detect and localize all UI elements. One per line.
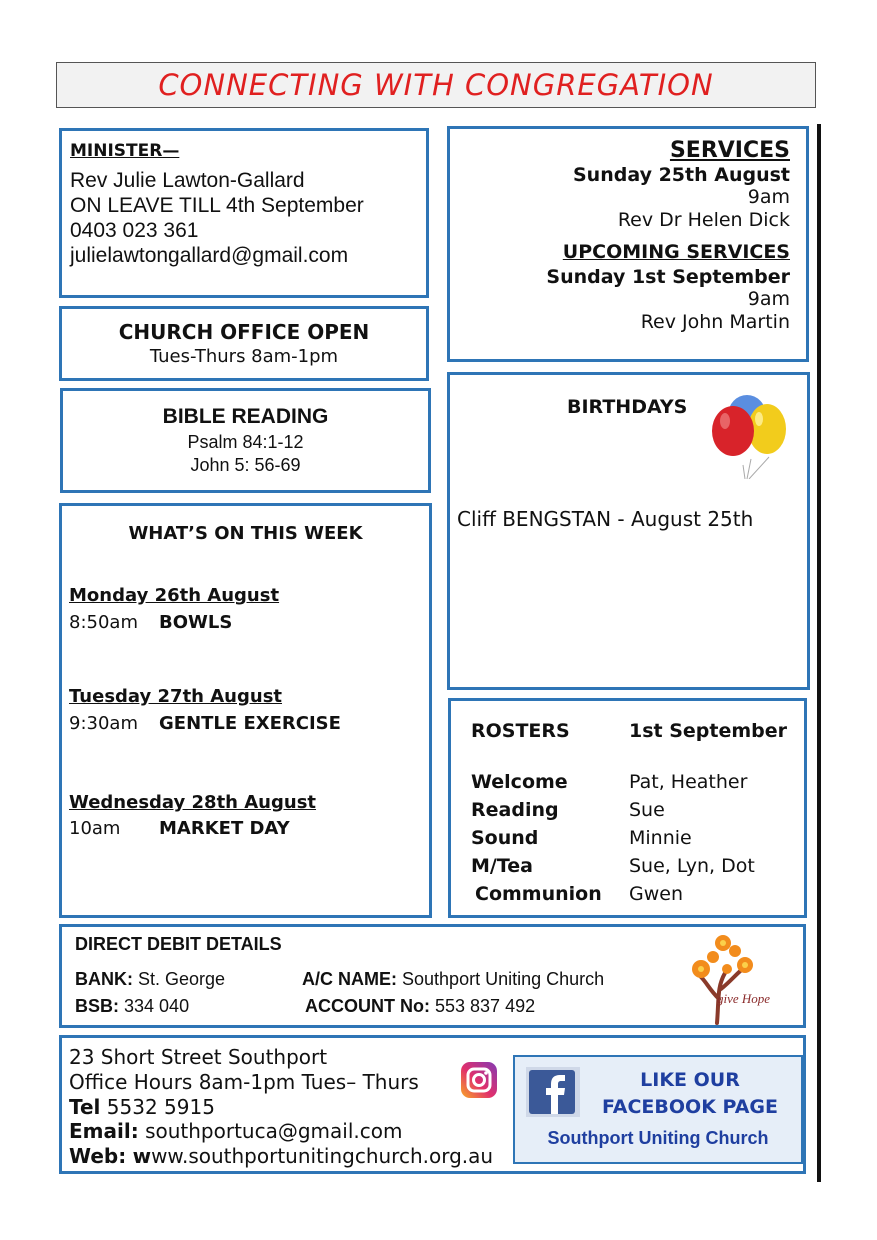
rosters-box bbox=[448, 698, 807, 918]
give-hope-text: give Hope bbox=[717, 991, 771, 1006]
roster-names: Sue bbox=[629, 799, 665, 821]
bsb-label: BSB: bbox=[75, 996, 119, 1016]
upcoming-services-heading: UPCOMING SERVICES bbox=[562, 241, 790, 263]
event-day: Monday 26th August bbox=[69, 585, 280, 606]
minister-leave: ON LEAVE TILL 4th September bbox=[70, 194, 364, 217]
telephone-line bbox=[69, 1095, 215, 1119]
minister-heading: MINISTER— bbox=[70, 141, 180, 161]
email-label: Email: bbox=[69, 1119, 139, 1143]
church-office-box bbox=[59, 306, 429, 381]
roster-role: M/Tea bbox=[471, 855, 533, 877]
services-box bbox=[447, 126, 809, 362]
upcoming-service-leader: Rev John Martin bbox=[640, 311, 790, 333]
account-number-line bbox=[305, 996, 535, 1017]
roster-role: Reading bbox=[471, 799, 559, 821]
web-label: Web: bbox=[69, 1144, 127, 1168]
email-value[interactable]: southportuca@gmail.com bbox=[145, 1119, 403, 1143]
whats-on-heading: WHAT’S ON THIS WEEK bbox=[128, 523, 363, 544]
services-heading: SERVICES bbox=[669, 138, 790, 163]
upcoming-service-time: 9am bbox=[747, 288, 790, 310]
contact-box bbox=[59, 1035, 806, 1174]
facebook-like-text: LIKE OUR bbox=[640, 1069, 740, 1091]
bank-line bbox=[75, 969, 225, 990]
birthdays-heading: BIRTHDAYS bbox=[567, 396, 688, 418]
flower-tree-icon bbox=[687, 929, 797, 1025]
direct-debit-box bbox=[59, 924, 806, 1028]
event-time: 8:50am bbox=[69, 612, 138, 633]
rosters-heading: ROSTERS bbox=[471, 720, 570, 742]
church-office-hours: Tues-Thurs 8am-1pm bbox=[149, 346, 339, 367]
event-time: 10am bbox=[69, 818, 121, 839]
roster-names: Pat, Heather bbox=[629, 771, 748, 793]
whats-on-box bbox=[59, 503, 432, 918]
account-name-label: A/C NAME: bbox=[302, 969, 397, 989]
bank-label: BANK: bbox=[75, 969, 133, 989]
facebook-icon[interactable] bbox=[526, 1067, 580, 1117]
facebook-panel[interactable] bbox=[513, 1055, 803, 1164]
account-number-label: ACCOUNT No: bbox=[305, 996, 430, 1016]
tel-value[interactable]: 5532 5915 bbox=[106, 1095, 215, 1119]
service-time: 9am bbox=[747, 186, 790, 208]
minister-name: Rev Julie Lawton-Gallard bbox=[70, 169, 305, 192]
service-date: Sunday 25th August bbox=[573, 164, 790, 186]
tel-label: Tel bbox=[69, 1095, 101, 1119]
minister-box bbox=[59, 128, 429, 298]
right-divider-line bbox=[817, 124, 821, 1182]
roster-role: Sound bbox=[471, 827, 539, 849]
bible-reading-heading: BIBLE READING bbox=[162, 405, 329, 428]
web-value[interactable]: ww.southportunitingchurch.org.au bbox=[151, 1144, 494, 1168]
web-line bbox=[69, 1144, 493, 1168]
page-title: CONNECTING WITH CONGREGATION bbox=[158, 68, 714, 102]
church-office-heading: CHURCH OFFICE OPEN bbox=[118, 320, 370, 344]
account-number-value: 553 837 492 bbox=[435, 996, 536, 1016]
bank-value: St. George bbox=[138, 969, 226, 989]
page-title-bar bbox=[56, 62, 816, 108]
birthday-entry: Cliff BENGSTAN - August 25th bbox=[457, 507, 754, 531]
office-hours: Office Hours 8am-1pm Tues– Thurs bbox=[69, 1070, 419, 1094]
roster-names: Gwen bbox=[629, 883, 683, 905]
facebook-page-text: FACEBOOK PAGE bbox=[601, 1096, 778, 1118]
address: 23 Short Street Southport bbox=[69, 1045, 328, 1069]
roster-role: Communion bbox=[475, 883, 602, 905]
bible-reading-box bbox=[60, 388, 431, 493]
email-line bbox=[69, 1119, 402, 1143]
roster-role: Welcome bbox=[471, 771, 568, 793]
event-name: GENTLE EXERCISE bbox=[159, 713, 341, 734]
service-leader: Rev Dr Helen Dick bbox=[617, 209, 790, 231]
balloons-icon bbox=[707, 395, 791, 479]
birthdays-box bbox=[447, 372, 810, 690]
event-name: MARKET DAY bbox=[159, 818, 290, 839]
event-day: Tuesday 27th August bbox=[69, 686, 283, 707]
account-name-value: Southport Uniting Church bbox=[402, 969, 605, 989]
upcoming-service-date: Sunday 1st September bbox=[546, 266, 790, 288]
roster-names: Sue, Lyn, Dot bbox=[629, 855, 755, 877]
instagram-icon[interactable] bbox=[460, 1061, 498, 1099]
bsb-line bbox=[75, 996, 189, 1017]
roster-names: Minnie bbox=[629, 827, 692, 849]
bible-reading-1: Psalm 84:1-12 bbox=[187, 432, 304, 452]
facebook-page-name[interactable]: Southport Uniting Church bbox=[547, 1128, 769, 1148]
minister-email[interactable]: julielawtongallard@gmail.com bbox=[70, 244, 349, 267]
give-hope-logo bbox=[687, 929, 797, 1025]
bible-reading-2: John 5: 56-69 bbox=[190, 455, 301, 475]
event-name: BOWLS bbox=[159, 612, 233, 633]
minister-phone: 0403 023 361 bbox=[70, 219, 199, 242]
web-prefix: w bbox=[132, 1144, 152, 1168]
account-name-line bbox=[302, 969, 604, 990]
event-day: Wednesday 28th August bbox=[69, 792, 317, 813]
bsb-value: 334 040 bbox=[124, 996, 190, 1016]
event-time: 9:30am bbox=[69, 713, 138, 734]
rosters-date: 1st September bbox=[629, 720, 788, 742]
direct-debit-heading: DIRECT DEBIT DETAILS bbox=[75, 934, 282, 954]
